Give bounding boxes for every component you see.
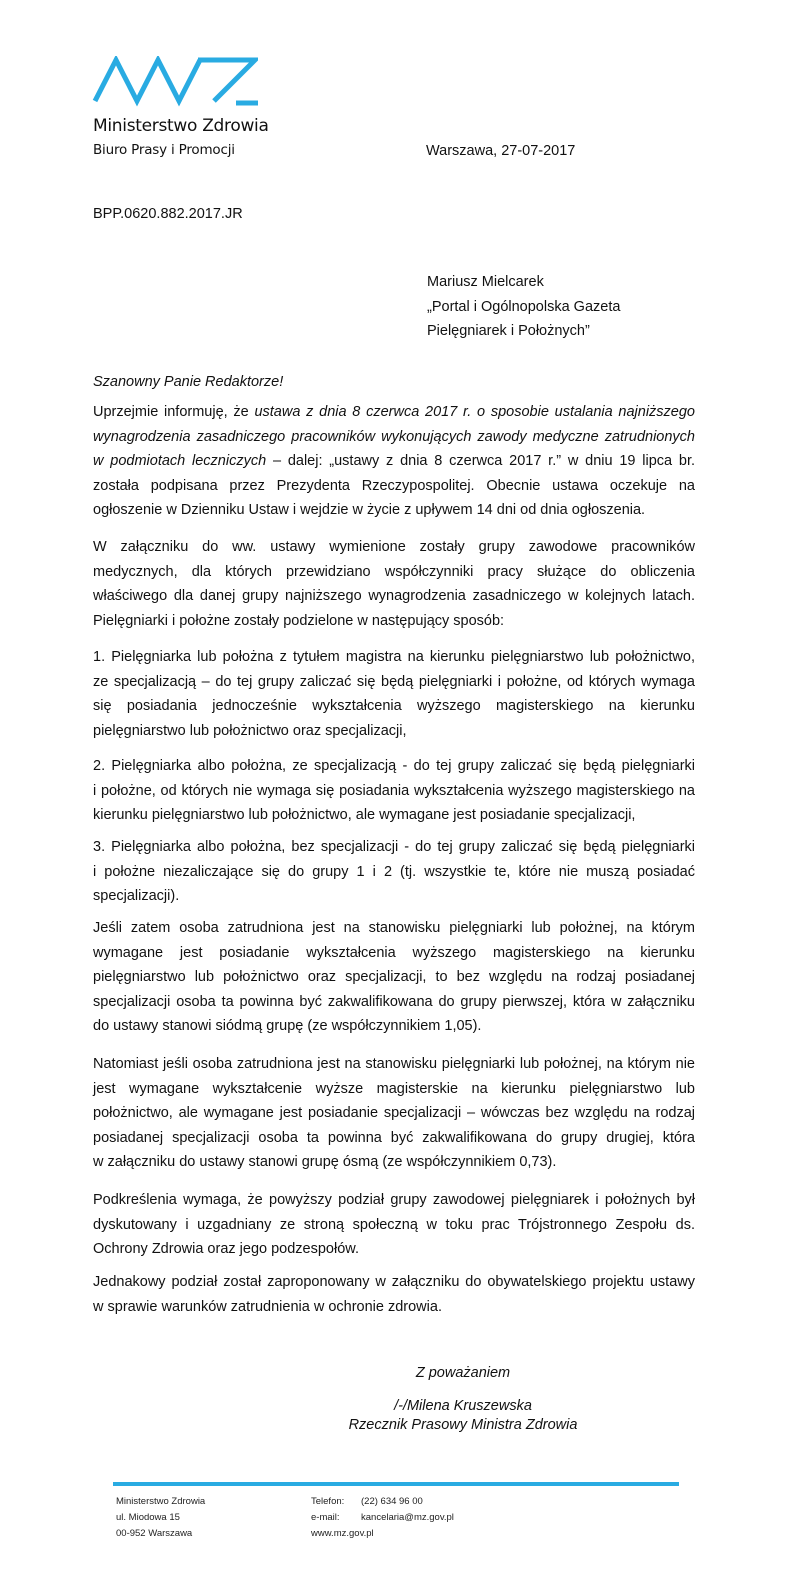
text-line: 2. Pielęgniarka albo położna, ze specjalizacją - do tej grupy zaliczać się będą pielęgniarki [93,758,695,774]
text-line: ze specjalizacją – do tej grupy zaliczać się będą pielęgniarki i położne, od których wymaga [93,673,695,690]
footer-website-link[interactable]: www.mz.gov.pl [311,1528,374,1539]
text-line: W załączniku do ww. ustawy wymienione zostały grupy zawodowe pracowników [93,539,695,555]
footer-email-link[interactable]: kancelaria@mz.gov.pl [361,1512,454,1523]
org-department: Biuro Prasy i Promocji [93,142,235,158]
text-line: 3. Pielęgniarka albo położna, bez specjalizacji - do tej grupy zaliczać się będą pielęgniarki [93,839,695,855]
text-line: medycznych, dla których przewidziano współczynniki pracy służące do obliczenia [93,563,695,580]
recipient-line: „Portal i Ogólnopolska Gazeta [427,298,621,315]
text-line: Jeśli zatem osoba zatrudniona jest na stanowisku pielęgniarki lub położnej, na którym [93,920,695,936]
text-line: w sprawie warunków zatrudnienia w ochronie zdrowia. [93,1298,442,1315]
recipient-line: Pielęgniarek i Położnych” [427,323,590,339]
text-line: położnictwo, ale wymagane jest posiadanie specjalizacji – wówczas bez względu na rodzaj [93,1105,695,1121]
text-line: specjalizacji osoba ta powinna być zakwalifikowana do grupy pierwszej, która w załączniku [93,993,695,1010]
footer-email-row [311,1510,454,1526]
footer-street: ul. Miodowa 15 [116,1512,180,1523]
signature-title: Rzecznik Prasowy Ministra Zdrowia [348,1417,578,1433]
paragraph-second-group-rule [93,1052,695,1175]
paragraph-group-1 [93,645,695,743]
text-line: się posiadania jednocześnie wykształcenia wyższego magisterskiego na kierunku [93,698,695,714]
footer-contact [311,1494,454,1542]
text-line: Ochrony Zdrowia oraz jego podzespołów. [93,1241,359,1257]
text-line: dyskutowany i uzgadniany ze stroną społeczną w toku prac Trójstronnego Zespołu ds. [93,1216,695,1233]
footer-phone: (22) 634 96 00 [361,1496,423,1507]
footer-divider [113,1482,679,1486]
org-name: Ministerstwo Zdrowia [93,116,269,136]
text-line: 1. Pielęgniarka lub położna z tytułem magistra na kierunku pielęgniarstwo lub położnictwo, [93,649,695,665]
text-line: ogłoszenie w Dzienniku Ustaw i wejdzie w życie z upływem 14 dni od dnia ogłoszenia. [93,502,646,518]
text-line: Jednakowy podział został zaproponowany w załączniku do obywatelskiego projektu ustawy [93,1274,695,1290]
footer-city: 00-952 Warszawa [116,1528,193,1539]
salutation: Szanowny Panie Redaktorze! [93,374,284,390]
paragraph-consultation [93,1188,695,1262]
text-line: Uprzejmie informuję, że ustawa z dnia 8 czerwca 2017 r. o sposobie ustalania najniższego [93,404,695,420]
text-line: jest wymagane wykształcenie wyższe magisterskie na kierunku pielęgniarstwo lub [93,1080,695,1097]
text-line: wymagane jest posiadanie wykształcenia wyższego magisterskiego na kierunku [93,944,695,961]
signature-name: /-/Milena Kruszewska [394,1398,532,1414]
text-line: pielęgniarstwo lub położnictwo oraz specjalizacji, [93,722,407,739]
letter-date: Warszawa, 27-07-2017 [426,143,576,159]
closing: Z poważaniem [415,1365,511,1381]
paragraph-intro [93,400,695,523]
text-line: posiadanej specjalizacji osoba ta powinna być zakwalifikowana do grupy drugiej, która [93,1129,695,1146]
text-line: została podpisana przez Prezydenta Rzeczypospolitej. Obecnie ustawa oczekuje na [93,477,695,494]
text-line: kierunku pielęgniarstwo lub położnictwo, ale wymagane jest posiadanie specjalizacji, [93,807,636,823]
footer-email-label: e-mail: [311,1512,340,1523]
recipient-line: Mariusz Mielcarek [427,274,544,290]
text-line: Natomiast jeśli osoba zatrudniona jest na stanowisku pielęgniarki lub położnej, na którym nie [93,1056,695,1072]
text-line: w załączniku do ustawy stanowi grupę ósmą (ze współczynnikiem 0,73). [93,1154,557,1170]
text-line: Podkreślenia wymaga, że powyższy podział grupy zawodowej pielęgniarek i położnych był [93,1192,695,1208]
reference-number: BPP.0620.882.2017.JR [93,206,243,222]
footer-address [116,1494,205,1542]
text-line: pielęgniarstwo lub położnictwo oraz specjalizacji, to bez względu na rodzaj posiadanej [93,969,695,985]
paragraph-group-3 [93,835,695,909]
text-line: właściwego dla danej grupy najniższego wynagrodzenia zasadniczego w kolejnych latach. [93,588,695,604]
footer-org: Ministerstwo Zdrowia [116,1496,206,1507]
recipient-address [427,270,620,344]
text-line: i położne niezaliczające się do grupy 1 i 2 (tj. wszystkie te, które nie muszą posiadać [93,863,695,880]
footer-phone-row [311,1494,454,1510]
text-line: Pielęgniarki i położne zostały podzielone w następujący sposób: [93,612,505,629]
paragraph-group-2 [93,754,695,828]
text-line: do ustawy stanowi siódmą grupę (ze współczynnikiem 1,05). [93,1018,482,1034]
text-line: specjalizacji). [93,888,180,904]
text-line: wynagrodzenia zasadniczego pracowników wykonujących zawody medyczne zatrudnionych [93,428,695,445]
paragraph-first-group-rule [93,916,695,1039]
mz-logo [92,56,258,108]
paragraph-annex [93,535,695,633]
footer-phone-label: Telefon: [311,1496,345,1507]
paragraph-citizen-project [93,1270,695,1319]
text-line: w podmiotach leczniczych – dalej: „ustawy z dnia 8 czerwca 2017 r.” w dniu 19 lipca br. [93,453,695,469]
text-line: i położne, od których nie wymaga się posiadania wykształcenia wyższego magisterskiego na [93,782,695,799]
